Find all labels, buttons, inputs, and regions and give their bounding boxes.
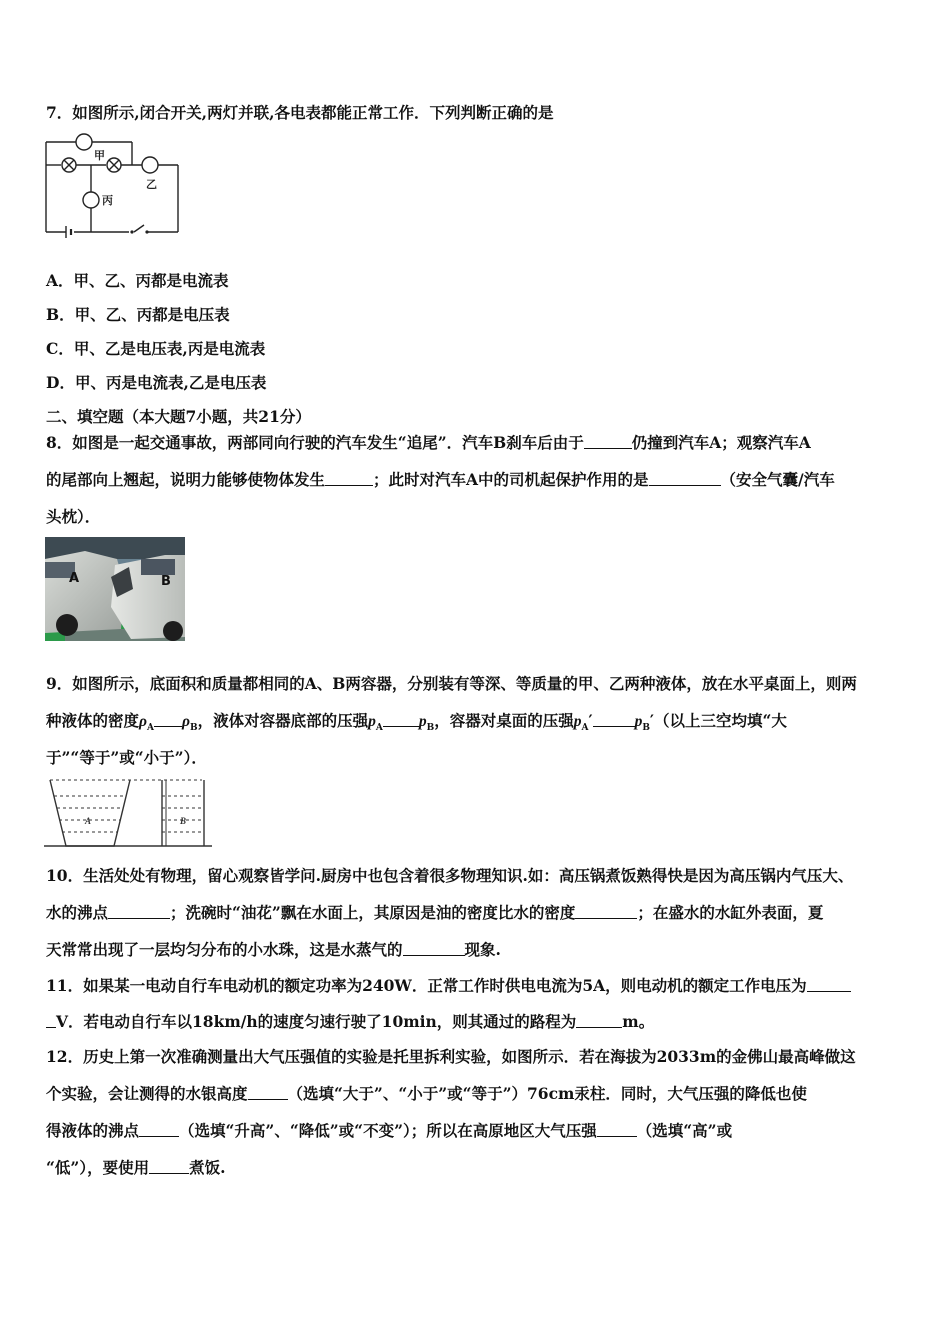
q8-line1: 8．如图是一起交通事故，两部同向行驶的汽车发生“追尾”．汽车B刹车后由于 仍撞到汽车A；观察汽车A xyxy=(46,433,811,452)
container-a-label: A xyxy=(85,816,92,826)
q11-line1: 11．如果某一电动自行车电动机的额定功率为240W．正常工作时供电电流为5A，则电动机的额定工作电压为 xyxy=(46,976,851,996)
q11-line2: V．若电动自行车以18km/h的速度匀速行驶了10min，则其通过的路程为 m。 xyxy=(46,1012,654,1032)
q10-line1: 10．生活处处有物理，留心观察皆学问.厨房中也包含着很多物理知识.如：高压锅煮饭熟得快是因为高压锅内气压大、 xyxy=(46,866,854,885)
q8-line2: 的尾部向上翘起，说明力能够使物体发生 ；此时对汽车A中的司机起保护作用的是 （安全气囊/汽车 xyxy=(46,470,835,489)
q9-line3: 于”“等于”或“小于”）． xyxy=(46,748,207,767)
q12-blank3[interactable] xyxy=(597,1122,637,1137)
q9-line2: 种液体的密度$\rho_A$ $\rho_B$，液体对容器底部的压强$p_A$ $p_B$，容器对桌面的压强$p_A'$ $p_B'$（以上三空均填“大 xyxy=(46,711,787,734)
q12-line1: 12．历史上第一次准确测量出大气压强值的实验是托里拆利实验，如图所示．若在海拔为2033m的金佛山最高峰做这 xyxy=(46,1047,856,1066)
photo-label-b: B xyxy=(161,574,171,589)
q10-blank2[interactable] xyxy=(575,904,637,919)
q7-option-a: A．甲、乙、丙都是电流表 xyxy=(46,271,229,290)
q12-blank2[interactable] xyxy=(139,1122,179,1137)
q9-blank3[interactable] xyxy=(593,712,635,727)
q7-option-c: C．甲、乙是电压表,丙是电流表 xyxy=(46,339,266,358)
q12-line3: 得液体的沸点 （选填“升高”、“降低”或“不变”）；所以在高原地区大气压强 （选填“高”或 xyxy=(46,1121,733,1140)
q11-blank2[interactable] xyxy=(576,1013,622,1028)
q9-blank2[interactable] xyxy=(383,712,419,727)
q12-line2: 个实验，会让测得的水银高度 （选填“大于”、“小于”或“等于”）76cm汞柱．同时，大气压强的降低也使 xyxy=(46,1084,807,1103)
q8-blank2[interactable] xyxy=(325,471,373,486)
q10-line2: 水的沸点 ；洗碗时“油花”飘在水面上，其原因是油的密度比水的密度 ；在盛水的水缸外表面，夏 xyxy=(46,903,824,922)
meter-bing-label: 丙 xyxy=(102,194,113,207)
q7-stem: 7．如图所示,闭合开关,两灯并联,各电表都能正常工作．下列判断正确的是 xyxy=(46,103,554,122)
q8-crash-photo xyxy=(45,537,185,641)
q10-blank3[interactable] xyxy=(403,941,465,956)
q7-circuit-diagram xyxy=(44,132,184,240)
q12-line4: “低”），要使用 煮饭. xyxy=(46,1158,226,1177)
q7-option-d: D．甲、丙是电流表,乙是电压表 xyxy=(46,373,267,392)
meter-jia-label: 甲 xyxy=(94,149,105,162)
q10-blank1[interactable] xyxy=(108,904,170,919)
q8-line3: 头枕）． xyxy=(46,507,101,526)
q12-blank1[interactable] xyxy=(248,1085,288,1100)
q7-option-b: B．甲、乙、丙都是电压表 xyxy=(46,305,230,324)
q9-containers-diagram xyxy=(44,776,212,850)
q12-blank4[interactable] xyxy=(149,1159,189,1174)
q11-blank1b[interactable] xyxy=(46,1013,56,1028)
container-b-label: B xyxy=(180,816,187,826)
q8-blank3[interactable] xyxy=(649,471,721,486)
q10-line3: 天常常出现了一层均匀分布的小水珠，这是水蒸气的 现象. xyxy=(46,940,501,959)
section2-title: 二、填空题（本大题7小题，共21分） xyxy=(46,407,311,426)
q11-blank1a[interactable] xyxy=(807,977,851,992)
q8-blank1[interactable] xyxy=(584,434,632,449)
meter-yi-label: 乙 xyxy=(146,178,157,191)
q9-line1: 9．如图所示，底面积和质量都相同的A、B两容器，分别装有等深、等质量的甲、乙两种液体，放在水平桌面上，则两 xyxy=(46,674,857,693)
photo-label-a: A xyxy=(69,571,80,586)
q9-blank1[interactable] xyxy=(154,712,182,727)
